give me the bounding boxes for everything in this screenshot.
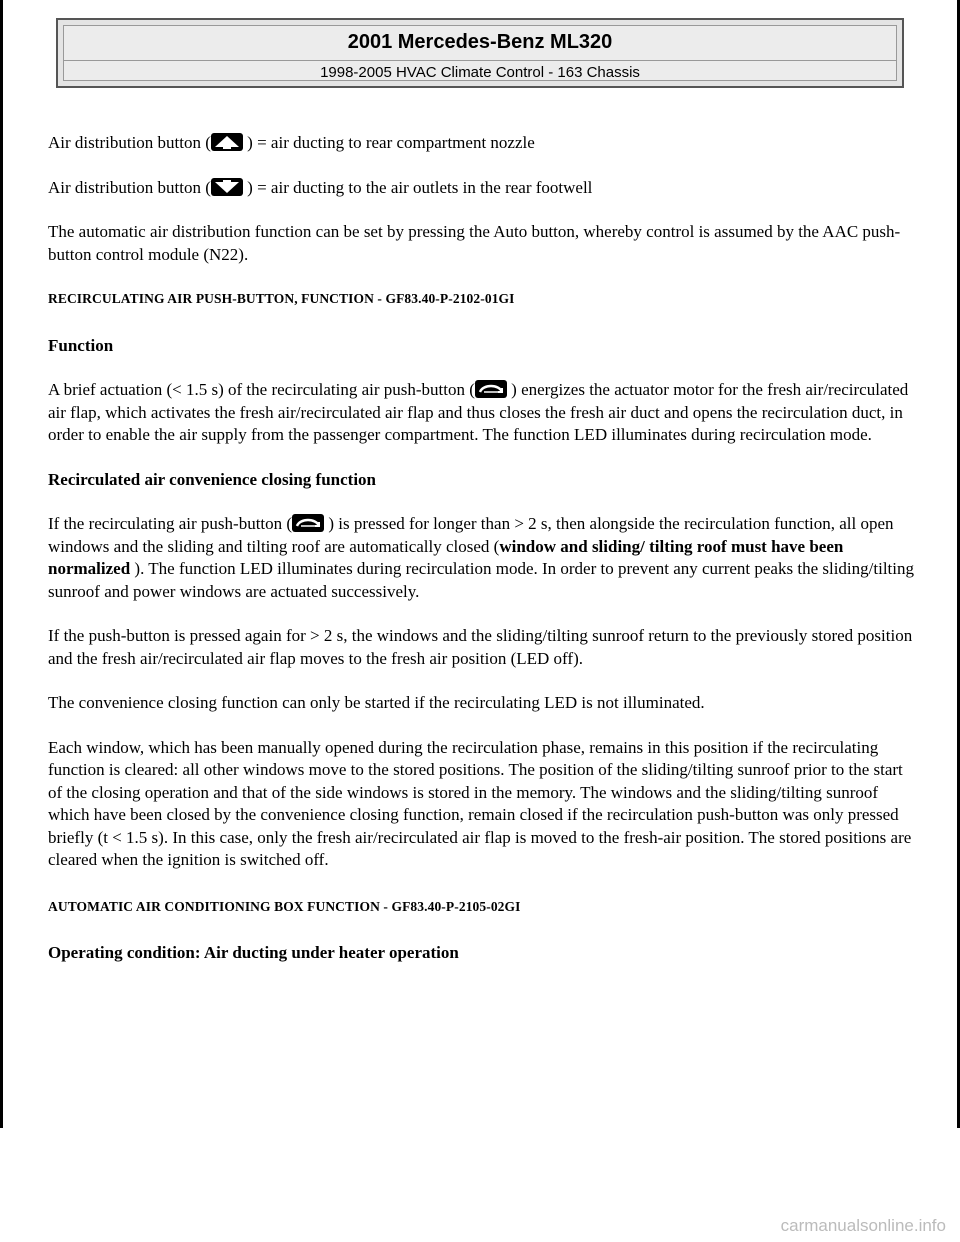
page-left-border [0, 0, 3, 1128]
heading-operating-condition: Operating condition: Air ducting under heater operation [48, 943, 459, 962]
paragraph-rear-footwell [48, 177, 918, 200]
recirculation-icon [475, 380, 507, 398]
paragraph-window-memory: Each window, which has been manually opened during the recirculation phase, remains in this position if the recirculating function is cleared: all other windows move to the stored positions. The position of the sliding/tilting sunroof prior to the start of the closing operation and that of the side windows is stored in the memory. The windows and the sliding/tilting sunroof which have been closed by the convenience closing function, remain closed if the recirculation push-button was only pressed briefly (t < 1.5 s). In this case, only the fresh air/recirculated air flap is moved to the fresh-air position. The stored positions are cleared when the ignition is switched off. [48, 737, 912, 869]
document-header [56, 18, 904, 88]
paragraph-brief-actuation [48, 379, 918, 447]
header-divider [64, 60, 896, 61]
header-inner [63, 25, 897, 81]
watermark-footer: carmanualsonline.info [780, 1216, 946, 1235]
air-distribution-down-icon [211, 178, 243, 196]
heading-automatic-ac-box: AUTOMATIC AIR CONDITIONING BOX FUNCTION - GF83.40-P-2105-02GI [48, 898, 521, 914]
header-title: 2001 Mercedes-Benz ML320 [347, 31, 613, 53]
text-run: ) = air ducting to rear compartment nozzle [242, 133, 535, 152]
air-distribution-up-icon [211, 133, 243, 151]
paragraph-press-again: If the push-button is pressed again for > 2 s, the windows and the sliding/tilting sunroof return to the previously stored position and the fresh air/recirculated air flap moves to the fresh air position (LED off). [48, 626, 913, 668]
paragraph-led-condition: The convenience closing function can only be started if the recirculating LED is not illuminated. [48, 693, 705, 712]
paragraph-long-press [48, 513, 918, 603]
text-run: ) energizes the actuator motor for the fresh air/recirculated air flap, which activates the fresh air/recirculated air flap and thus closes the fresh air duct and opens the recirculation duct, in order to enable the air supply from the passenger compartment. The function LED illuminates during recirculation mode. [48, 380, 909, 444]
document-body [48, 132, 918, 987]
text-run: A brief actuation (< 1.5 s) of the recirculating air push-button ( [48, 380, 475, 399]
heading-function: Function [48, 335, 114, 355]
text-run: If the recirculating air push-button ( [48, 514, 293, 533]
text-run: ) = air ducting to the air outlets in the rear footwell [242, 177, 593, 197]
text-run: Air distribution button ( [48, 177, 211, 197]
paragraph-auto-distribution: The automatic air distribution function can be set by pressing the Auto button, whereby control is assumed by the AAC push-button control module (N22). [48, 222, 901, 264]
paragraph-rear-nozzle [48, 132, 918, 155]
heading-recirculating-air-push-button: RECIRCULATING AIR PUSH-BUTTON, FUNCTION - GF83.40-P-2102-01GI [48, 291, 515, 306]
recirculation-icon [292, 514, 324, 532]
bold-note: window and sliding/ tilting roof must have been normalized [48, 536, 844, 578]
heading-convenience-closing: Recirculated air convenience closing function [48, 469, 377, 489]
text-run: Air distribution button ( [48, 133, 211, 152]
header-subtitle: 1998-2005 HVAC Climate Control - 163 Chassis [320, 64, 640, 81]
text-run: ) is pressed for longer than > 2 s, then alongside the recirculation function, all open windows and the sliding and tilting roof are automatically closed ( [48, 514, 894, 556]
text-run: ). The function LED illuminates during recirculation mode. In order to prevent any current peaks the sliding/tilting sunroof and power windows are actuated successively. [48, 559, 914, 601]
